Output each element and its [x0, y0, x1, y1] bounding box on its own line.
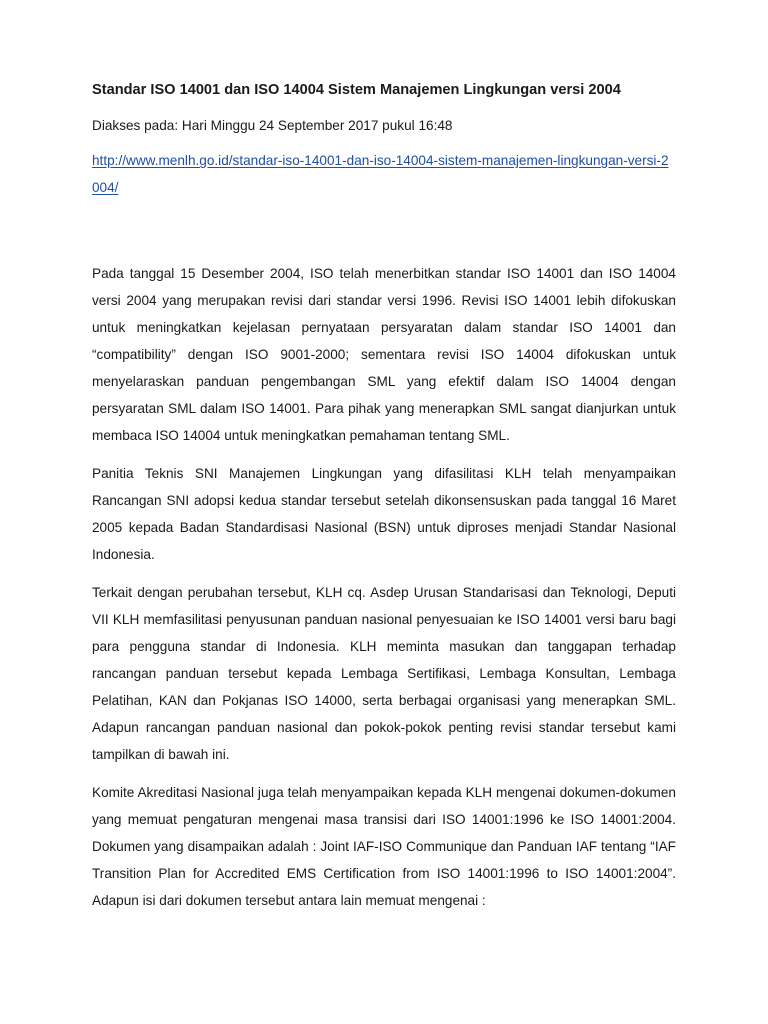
source-link[interactable]: http://www.menlh.go.id/standar-iso-14001-dan-iso-14004-sistem-manajemen-lingkungan-versi-2004/ [92, 153, 669, 195]
paragraph: Komite Akreditasi Nasional juga telah menyampaikan kepada KLH mengenai dokumen-dokumen yang memuat pengaturan mengenai masa transisi dari ISO 14001:1996 ke ISO 14001:2004. Dokumen yang disampaikan adalah : Joint IAF-ISO Communique dan Panduan IAF tentang “IAF Transition Plan for Accredited EMS Certification from ISO 14001:1996 to ISO 14001:2004”. Adapun isi dari dokumen tersebut antara lain memuat mengenai : [92, 785, 676, 908]
paragraph: Terkait dengan perubahan tersebut, KLH cq. Asdep Urusan Standarisasi dan Teknologi, Deputi VII KLH memfasilitasi penyusunan panduan nasional penyesuaian ke ISO 14001 versi baru bagi para pengguna standar di Indonesia. KLH meminta masukan dan tanggapan terhadap rancangan panduan tersebut kepada Lembaga Sertifikasi, Lembaga Konsultan, Lembaga Pelatihan, KAN dan Pokjanas ISO 14000, serta berbagai organisasi yang menerapkan SML. Adapun rancangan panduan nasional dan pokok-pokok penting revisi standar tersebut kami tampilkan di bawah ini. [92, 585, 676, 762]
document-page [92, 80, 676, 925]
paragraph: Panitia Teknis SNI Manajemen Lingkungan yang difasilitasi KLH telah menyampaikan Rancangan SNI adopsi kedua standar tersebut setelah dikonsensuskan pada tanggal 16 Maret 2005 kepada Badan Standardisasi Nasional (BSN) untuk diproses menjadi Standar Nasional Indonesia. [92, 466, 676, 562]
document-title: Standar ISO 14001 dan ISO 14004 Sistem Manajemen Lingkungan versi 2004 [92, 82, 621, 98]
paragraph: Pada tanggal 15 Desember 2004, ISO telah menerbitkan standar ISO 14001 dan ISO 14004 versi 2004 yang merupakan revisi dari standar versi 1996. Revisi ISO 14001 lebih difokuskan untuk meningkatkan kejelasan pernyataan persyaratan dalam standar ISO 14001 dan “compatibility” dengan ISO 9001-2000; sementara revisi ISO 14004 difokuskan untuk menyelaraskan panduan pengembangan SML yang efektif dalam ISO 14004 dengan persyaratan SML dalam ISO 14001. Para pihak yang menerapkan SML sangat dianjurkan untuk membaca ISO 14004 untuk meningkatkan pemahaman tentang SML. [92, 266, 676, 443]
accessed-date: Diakses pada: Hari Minggu 24 September 2017 pukul 16:48 [92, 118, 453, 133]
